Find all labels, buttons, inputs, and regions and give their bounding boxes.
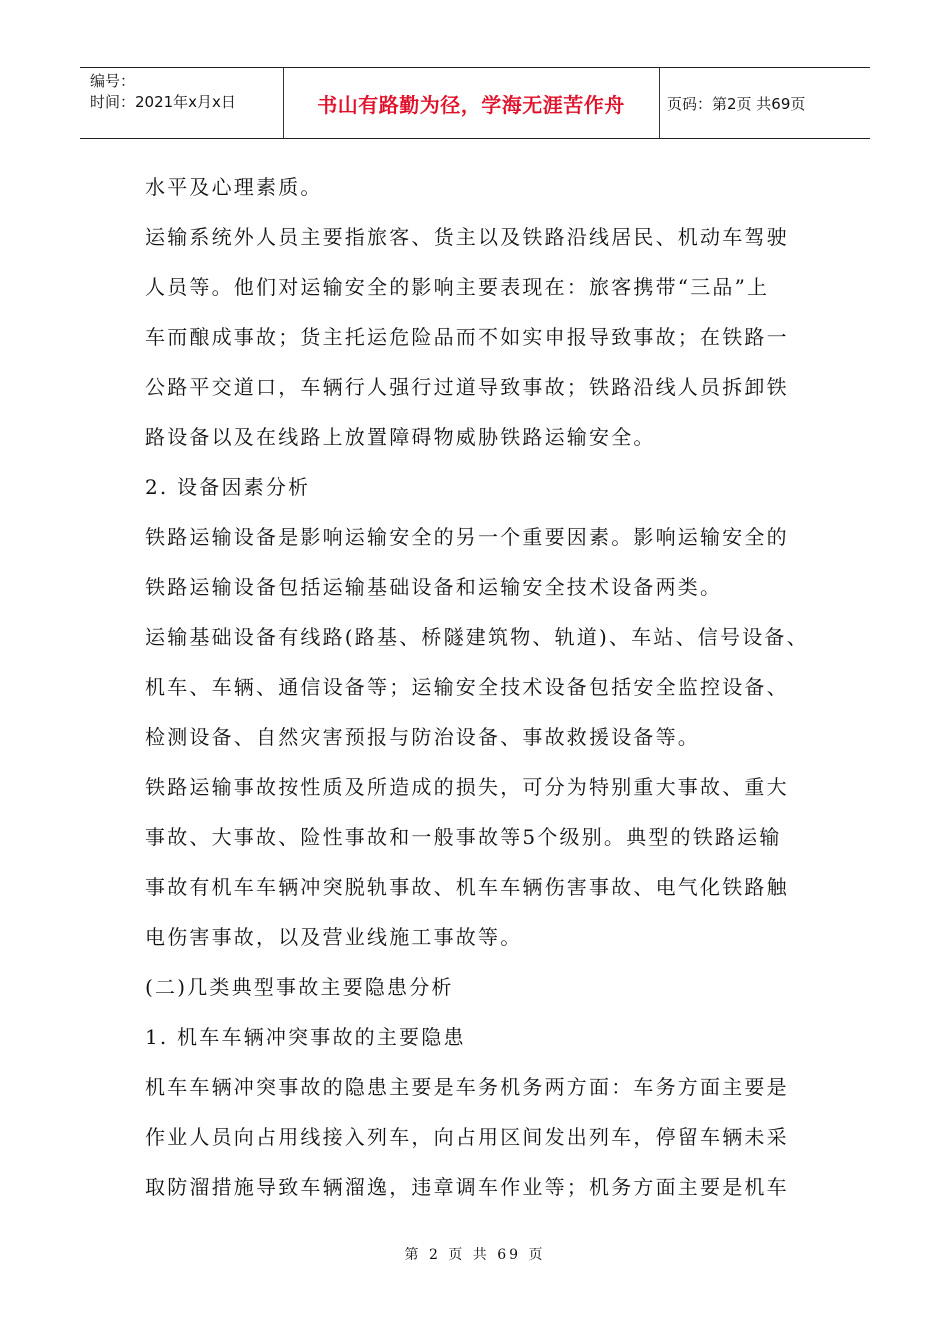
document-header <box>80 67 870 139</box>
page-footer: 第 2 页 共 69 页 <box>404 1247 546 1263</box>
body-line: 检测设备、自然灾害预报与防治设备、事故救援设备等。 <box>145 725 700 749</box>
header-page-info: 页码：第2页 共69页 <box>667 94 806 113</box>
body-line: 运输系统外人员主要指旅客、货主以及铁路沿线居民、机动车驾驶 <box>145 225 789 249</box>
document-number-label: 编号： <box>90 72 136 90</box>
body-line: 事故有机车车辆冲突脱轨事故、机车车辆伤害事故、电气化铁路触 <box>145 875 789 899</box>
body-line: 铁路运输事故按性质及所造成的损失，可分为特别重大事故、重大 <box>145 775 789 799</box>
section-heading: (二)几类典型事故主要隐患分析 <box>145 975 454 999</box>
body-line: 铁路运输设备包括运输基础设备和运输安全技术设备两类。 <box>145 575 723 599</box>
document-time-label: 时间：2021年x月x日 <box>90 93 236 111</box>
body-line: 路设备以及在线路上放置障碍物威胁铁路运输安全。 <box>145 425 656 449</box>
body-line: 机车车辆冲突事故的隐患主要是车务机务两方面：车务方面主要是 <box>145 1075 789 1099</box>
body-line: 电伤害事故，以及营业线施工事故等。 <box>145 925 523 949</box>
body-line: 公路平交道口，车辆行人强行过道导致事故；铁路沿线人员拆卸铁 <box>145 375 789 399</box>
body-line: 作业人员向占用线接入列车，向占用区间发出列车，停留车辆未采 <box>145 1125 789 1149</box>
body-line: 事故、大事故、险性事故和一般事故等5个级别。典型的铁路运输 <box>145 825 782 849</box>
body-line: 人员等。他们对运输安全的影响主要表现在：旅客携带“三品”上 <box>145 275 770 299</box>
body-line: 运输基础设备有线路(路基、桥隧建筑物、轨道)、车站、信号设备、 <box>145 625 809 649</box>
header-motto: 书山有路勤为径，学海无涯苦作舟 <box>283 68 660 138</box>
body-line: 取防溜措施导致车辆溜逸，违章调车作业等；机务方面主要是机车 <box>145 1175 789 1199</box>
section-heading: 2. 设备因素分析 <box>145 475 311 499</box>
body-line: 铁路运输设备是影响运输安全的另一个重要因素。影响运输安全的 <box>145 525 789 549</box>
section-heading: 1. 机车车辆冲突事故的主要隐患 <box>145 1025 466 1049</box>
document-body <box>145 162 815 1212</box>
header-meta-cell <box>80 68 284 138</box>
body-line: 车而酿成事故；货主托运危险品而不如实申报导致事故；在铁路一 <box>145 325 789 349</box>
body-line: 水平及心理素质。 <box>145 175 323 199</box>
body-line: 机车、车辆、通信设备等；运输安全技术设备包括安全监控设备、 <box>145 675 789 699</box>
